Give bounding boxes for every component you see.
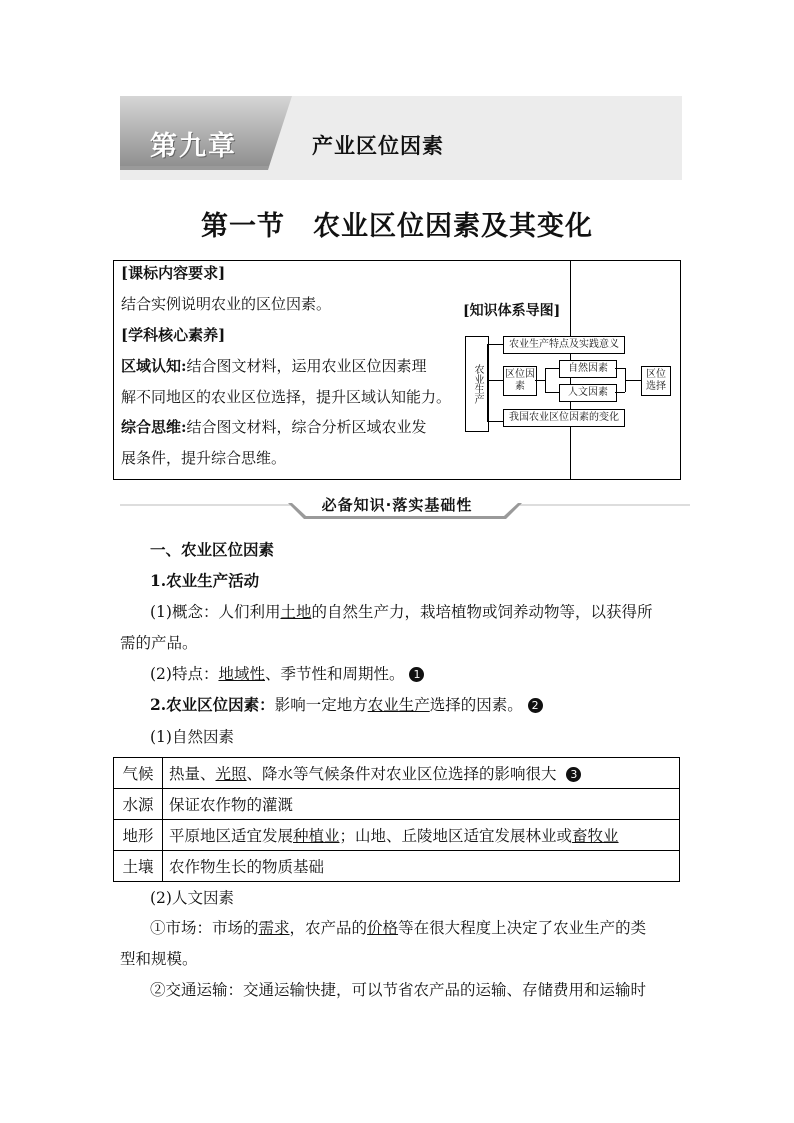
mindmap-label: [知识体系导图] <box>463 303 561 319</box>
text: 平原地区适宜发展 <box>169 827 294 845</box>
table-key: 土壤 <box>114 851 163 882</box>
mindmap-top-node: 农业生产特点及实践意义 <box>503 336 625 354</box>
text: (2)特点： <box>150 665 219 683</box>
req-integrated-text: 结合图文材料，综合分析区域农业发 <box>186 418 427 436</box>
req-standard-text: 结合实例说明农业的区位因素。 <box>121 295 332 313</box>
underlined-term: 需求 <box>258 919 290 937</box>
table-value <box>163 758 680 789</box>
natural-factors-table <box>113 757 680 882</box>
underlined-term: 价格 <box>367 919 399 937</box>
text: 的自然生产力，栽培植物或饲养动物等，以获得所 <box>311 603 653 621</box>
mindmap-choice-node: 区位选择 <box>641 366 671 396</box>
underlined-term: 畜牧业 <box>572 827 619 845</box>
concept-line2: 需的产品。 <box>120 634 198 652</box>
concept-line1 <box>150 601 653 623</box>
mindmap-branch-bottom <box>487 421 503 422</box>
text: 影响一定地方 <box>274 696 368 714</box>
req-regional-line1 <box>121 356 427 376</box>
transport-line1: ②交通运输：交通运输快捷，可以节省农产品的运输、存储费用和运输时 <box>150 981 647 999</box>
mindmap-line <box>535 380 545 381</box>
req-heading-literacy: [学科核心素养] <box>121 326 226 344</box>
req-heading-standards: [课标内容要求] <box>121 264 226 282</box>
human-factors-label: (2)人文因素 <box>150 889 234 907</box>
text: (1)概念：人们利用 <box>150 603 281 621</box>
req-regional-lead: 区域认知: <box>121 357 187 375</box>
table-row <box>114 758 680 789</box>
text: ；山地、丘陵地区适宜发展林业或 <box>339 827 573 845</box>
mindmap-branch-top <box>487 344 503 345</box>
table-value <box>163 820 680 851</box>
table-row <box>114 820 680 851</box>
text: 等在很大程度上决定了农业生产的类 <box>398 919 647 937</box>
mindmap-line <box>625 380 641 381</box>
mindmap-line <box>615 368 625 369</box>
mindmap-line <box>545 368 559 369</box>
table-value: 农作物生长的物质基础 <box>163 851 680 882</box>
mindmap-branch-mid <box>487 380 503 381</box>
market-line2: 型和规模。 <box>120 950 198 968</box>
note-marker-2[interactable]: 2 <box>528 698 543 713</box>
text: ，农产品的 <box>289 919 368 937</box>
table-key: 地形 <box>114 820 163 851</box>
mindmap-human-node: 人文因素 <box>559 384 617 402</box>
text: 选择的因素。 <box>429 696 523 714</box>
req-integrated-lead: 综合思维: <box>121 418 187 436</box>
mindmap-natural-node: 自然因素 <box>559 360 617 378</box>
table-row <box>114 851 680 882</box>
underlined-term: 种植业 <box>293 827 340 845</box>
mindmap-root: 农业生产 <box>465 336 489 432</box>
req-regional-text: 结合图文材料，运用农业区位因素理 <box>186 357 427 375</box>
feature-line <box>150 663 424 685</box>
mindmap-factor-node: 区位因素 <box>503 366 537 396</box>
underlined-term: 土地 <box>280 603 312 621</box>
note-marker-3[interactable]: 3 <box>566 767 581 782</box>
underlined-term: 地域性 <box>218 665 265 683</box>
text: 、降水等气候条件对农业区位选择的影响很大 <box>246 765 557 783</box>
market-line1 <box>150 917 646 939</box>
req-integrated-line2: 展条件，提升综合思维。 <box>121 449 287 467</box>
natural-factors-label: (1)自然因素 <box>150 728 234 746</box>
table-row <box>114 789 680 820</box>
req-regional-line2: 解不同地区的农业区位选择，提升区域认知能力。 <box>121 388 452 406</box>
heading-1-2 <box>150 694 543 716</box>
chapter-label: 第九章 <box>150 131 237 162</box>
table-key: 气候 <box>114 758 163 789</box>
table-value: 保证农作物的灌溉 <box>163 789 680 820</box>
chapter-title: 产业区位因素 <box>312 133 444 158</box>
mindmap-line <box>545 392 559 393</box>
heading-1-1: 1.农业生产活动 <box>150 571 260 590</box>
mindmap-line <box>545 368 546 392</box>
text: 、季节性和周期性。 <box>264 665 405 683</box>
note-marker-1[interactable]: 1 <box>409 667 424 682</box>
underlined-term: 农业生产 <box>367 696 430 714</box>
req-integrated-line1 <box>121 417 427 437</box>
ribbon-text: 必备知识·落实基础性 <box>321 496 473 514</box>
mindmap-bottom-node: 我国农业区位因素的变化 <box>503 409 625 427</box>
mindmap-line <box>615 392 625 393</box>
text: ①市场：市场的 <box>150 919 259 937</box>
table-key: 水源 <box>114 789 163 820</box>
text: 热量、 <box>169 765 216 783</box>
section-title: 第一节 农业区位因素及其变化 <box>201 211 593 242</box>
text: 2.农业区位因素： <box>150 695 275 714</box>
heading-1: 一、农业区位因素 <box>150 540 275 559</box>
underlined-term: 光照 <box>215 765 247 783</box>
mindmap-trunk <box>487 344 488 421</box>
